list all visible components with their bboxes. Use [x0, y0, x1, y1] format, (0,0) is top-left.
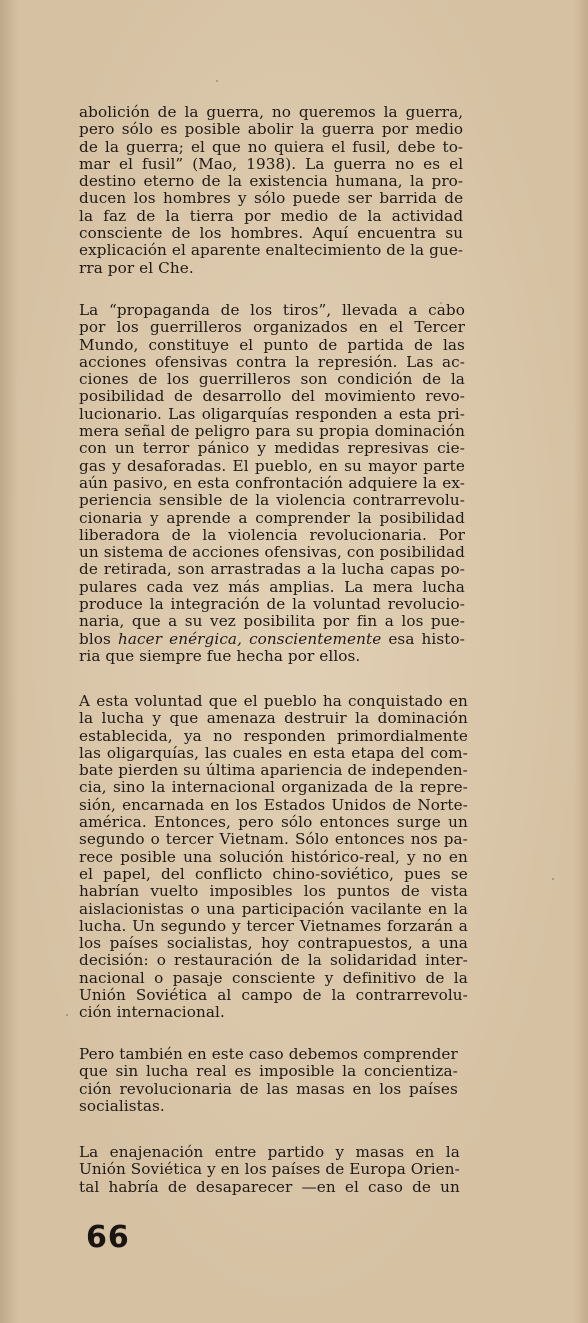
text-line: por los guerrilleros organizados en el Tercer — [79, 318, 465, 337]
text-line: pulares cada vez más amplias. La mera lucha — [79, 577, 465, 596]
text-line: mar el fusil” (Mao, 1938). La guerra no es el — [79, 154, 464, 173]
text-line: gas y desaforadas. El pueblo, en su mayor parte — [79, 456, 465, 475]
text-line: un sistema de acciones ofensivas, con posibilidad — [79, 543, 465, 562]
paragraph-2 — [79, 302, 465, 665]
text-line: sión, encarnada en los Estados Unidos de Norte- — [79, 795, 468, 814]
text-line: lucionario. Las oligarquías responden a esta pri- — [79, 404, 465, 423]
text-line: Unión Soviética al campo de la contrarrevolu- — [79, 986, 468, 1005]
text-line: de retirada, son arrastradas a la lucha capas po- — [79, 560, 465, 579]
text-line: tal habría de desaparecer —en el caso de un — [79, 1177, 460, 1196]
paragraph-4 — [79, 1046, 458, 1115]
text-line: Pero también en este caso debemos comprender — [79, 1045, 458, 1063]
text-line: los países socialistas, hoy contrapuestos, a una — [79, 934, 468, 953]
text-line: las oligarquías, las cuales en esta etapa del com- — [79, 743, 468, 762]
text-line: liberadora de la violencia revolucionaria. Por — [79, 525, 465, 544]
text-line: posibilidad de desarrollo del movimiento revo- — [79, 387, 465, 406]
text-line: establecida, ya no responden primordialmente — [79, 726, 468, 745]
paper-speck — [552, 878, 554, 880]
paper-speck — [216, 80, 218, 82]
text-line: con un terror pánico y medidas represivas cie- — [79, 439, 465, 458]
text-line: ciones de los guerrilleros son condición de la — [79, 370, 465, 389]
text-line: la faz de la tierra por medio de la actividad — [79, 206, 464, 225]
text-line: pero sólo es posible abolir la guerra por medio — [79, 120, 464, 139]
text-line: que sin lucha real es imposible la concientiza- — [79, 1062, 458, 1081]
text-line: de la guerra; el que no quiera el fusil, debe to- — [79, 137, 464, 156]
paragraph-1 — [79, 104, 463, 277]
text-line: cia, sino la internacional organizada de la repre- — [79, 778, 468, 797]
text-line: cionaria y aprende a comprender la posibilidad — [79, 508, 465, 527]
paper-speck — [440, 302, 442, 304]
text-line: naria, que a su vez posibilita por fin a los pue- — [79, 612, 465, 631]
text-line: bate pierden su última apariencia de independen- — [79, 761, 468, 780]
text-line: acciones ofensivas contra la represión. Las ac- — [79, 352, 465, 371]
paragraph-3 — [79, 693, 468, 1022]
text-line: ria que siempre fue hecha por ellos. — [79, 646, 361, 665]
text-line: consciente de los hombres. Aquí encuentra su — [79, 224, 464, 243]
text-line: mera señal de peligro para su propia dominación — [79, 422, 465, 441]
text-line: explicación el aparente enaltecimiento de la gue- — [79, 241, 464, 260]
text-line: socialistas. — [79, 1096, 165, 1115]
text-line: aislacionistas o una participación vacilante en la — [79, 899, 468, 918]
text-line: habrían vuelto imposibles los puntos de vista — [79, 882, 468, 901]
paper-speck — [66, 1014, 68, 1016]
text-line: Mundo, constituye el punto de partida de las — [79, 335, 465, 354]
text-line: nacional o pasaje consciente y definitivo de la — [79, 968, 468, 987]
text-line: rra por el Che. — [79, 258, 194, 277]
text-line: decisión: o restauración de la solidaridad inter- — [79, 951, 468, 970]
text-line: ción internacional. — [79, 1003, 225, 1022]
page-number: 66 — [86, 1220, 130, 1255]
text-line: periencia sensible de la violencia contrarrevolu- — [79, 491, 465, 510]
text-line: abolición de la guerra, no queremos la guerra, — [79, 103, 464, 121]
emphasis-text: hacer enérgica, conscientemente — [117, 629, 382, 648]
text-line: La enajenación entre partido y masas en la — [79, 1143, 460, 1161]
text-line: américa. Entonces, pero sólo entonces surge un — [79, 813, 468, 832]
text-line: ducen los hombres y sólo puede ser barrida de — [79, 189, 464, 208]
text-line: la lucha y que amenaza destruir la dominación — [79, 709, 468, 728]
text-line: A esta voluntad que el pueblo ha conquistado en — [79, 692, 468, 710]
text-line: destino eterno de la existencia humana, la pro- — [79, 172, 464, 191]
text-line: La “propaganda de los tiros”, llevada a cabo — [79, 301, 465, 319]
text-line: el papel, del conflicto chino-soviético, pues se — [79, 864, 468, 883]
text-line: ción revolucionaria de las masas en los países — [79, 1079, 458, 1098]
text-line: aún pasivo, en esta confrontación adquiere la ex- — [79, 473, 465, 492]
text-line: rece posible una solución histórico-real, y no en — [79, 847, 468, 866]
text-line: blos hacer enérgica, conscientemente esa histo- — [79, 629, 465, 648]
text-line: segundo o tercer Vietnam. Sólo entonces nos pa- — [79, 830, 468, 849]
text-line: Unión Soviética y en los países de Europa Orien- — [79, 1160, 460, 1179]
text-line: lucha. Un segundo y tercer Vietnames forzarán a — [79, 916, 468, 935]
paragraph-5 — [79, 1144, 460, 1196]
text-line: produce la integración de la voluntad revolucio- — [79, 595, 465, 614]
